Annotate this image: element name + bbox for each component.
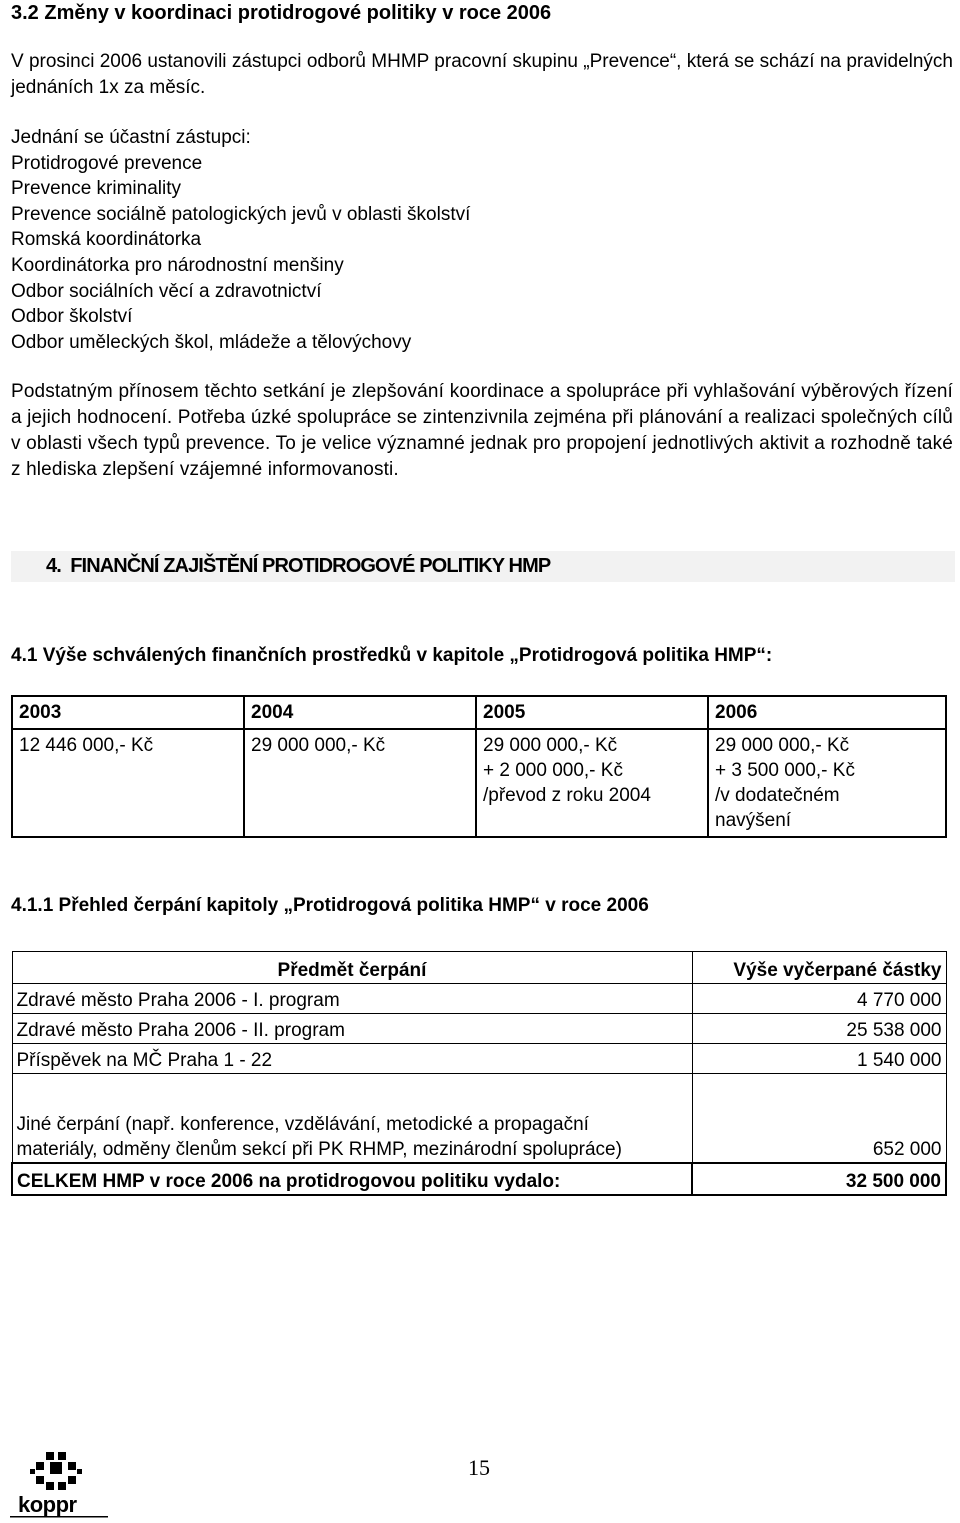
budget-line: + 3 500 000,- Kč [715,760,855,781]
amount-header: Výše vyčerpané částky [692,952,946,984]
table-header-row [12,696,946,729]
table-row [12,729,946,837]
year-header: 2005 [476,696,708,729]
chapter-heading [46,555,550,578]
budget-line: 29 000 000,- Kč [715,735,850,756]
table-row [12,1014,946,1044]
budget-line: /převod z roku 2004 [483,785,651,806]
year-header: 2003 [12,696,244,729]
list-item: Koordinátorka pro národnostní menšiny [11,254,344,276]
total-row [12,1163,946,1195]
budget-line: /v dodatečném [715,785,840,806]
participants-list [11,125,951,355]
budget-line: + 2 000 000,- Kč [483,760,623,781]
budget-line: 29 000 000,- Kč [251,735,386,756]
budget-line: navýšení [715,810,792,831]
intro-paragraph: V prosinci 2006 ustanovili zástupci odborů MHMP pracovní skupinu „Prevence“, která se schází na pravidelných jednáních 1x za měsíc. [11,51,953,98]
list-item: Odbor sociálních věcí a zdravotnictví [11,280,322,302]
budget-line: 29 000 000,- Kč [483,735,618,756]
spending-heading: 4.1.1 Přehled čerpání kapitoly „Protidrogová politika HMP“ v roce 2006 [11,895,649,916]
budget-cell-2006 [708,729,946,837]
subject-header: Předmět čerpání [12,952,692,984]
list-item: Prevence kriminality [11,178,181,200]
budget-table [11,695,947,838]
list-item: Odbor školství [11,306,133,328]
list-item: Protidrogové prevence [11,152,203,174]
participants-lead: Jednání se účastní zástupci: [11,127,251,148]
chapter-title: FINANČNÍ ZAJIŠTĚNÍ PROTIDROGOVÉ POLITIKY HMP [70,555,551,577]
table-header-row [12,952,946,984]
subject-cell: Příspěvek na MČ Praha 1 - 22 [12,1044,692,1074]
table-row [12,984,946,1014]
total-amount: 32 500 000 [692,1163,946,1195]
budget-cell-2003 [12,729,244,837]
year-header: 2006 [708,696,946,729]
amount-cell: 4 770 000 [692,984,946,1014]
list-item: Prevence sociálně patologických jevů v oblasti školství [11,203,471,225]
year-header: 2004 [244,696,476,729]
budget-cell-2004 [244,729,476,837]
table-row [12,1044,946,1074]
total-label: CELKEM HMP v roce 2006 na protidrogovou politiku vydalo: [12,1163,692,1195]
amount-cell: 652 000 [692,1074,946,1164]
section-heading: 3.2 Změny v koordinaci protidrogové politiky v roce 2006 [11,2,552,24]
chapter-number: 4. [46,555,61,577]
budget-heading: 4.1 Výše schválených finančních prostředků v kapitole „Protidrogová politika HMP“: [11,645,773,666]
amount-cell: 25 538 000 [692,1014,946,1044]
subject-cell: Zdravé město Praha 2006 - II. program [12,1014,692,1044]
logo-text: koppr [18,1492,77,1517]
subject-cell: Jiné čerpání (např. konference, vzdělávání, metodické a propagační materiály, odměny členům sekcí při PK RHMP, mezinárodní spolupráce) [12,1074,692,1164]
spending-table [11,951,947,1196]
amount-cell: 1 540 000 [692,1044,946,1074]
page-number: 15 [468,1455,490,1480]
body-paragraph: Podstatným přínosem těchto setkání je zlepšování koordinace a spolupráce při vyhlašování výběrových řízení a jejich hodnocení. Potřeba úzké spolupráce se zintenzivnila zejména při plánování a realizaci společných cílů v oblasti všech typů prevence. To je velice významné jednak pro propojení jednotlivých aktivit a rozhodně také z hlediska zlepšení vzájemné informovanosti. [11,381,953,480]
list-item: Romská koordinátorka [11,229,202,251]
budget-line: 12 446 000,- Kč [19,735,154,756]
budget-cell-2005 [476,729,708,837]
list-item: Odbor uměleckých škol, mládeže a tělovýchovy [11,331,412,353]
table-row [12,1074,946,1164]
subject-cell: Zdravé město Praha 2006 - I. program [12,984,692,1014]
